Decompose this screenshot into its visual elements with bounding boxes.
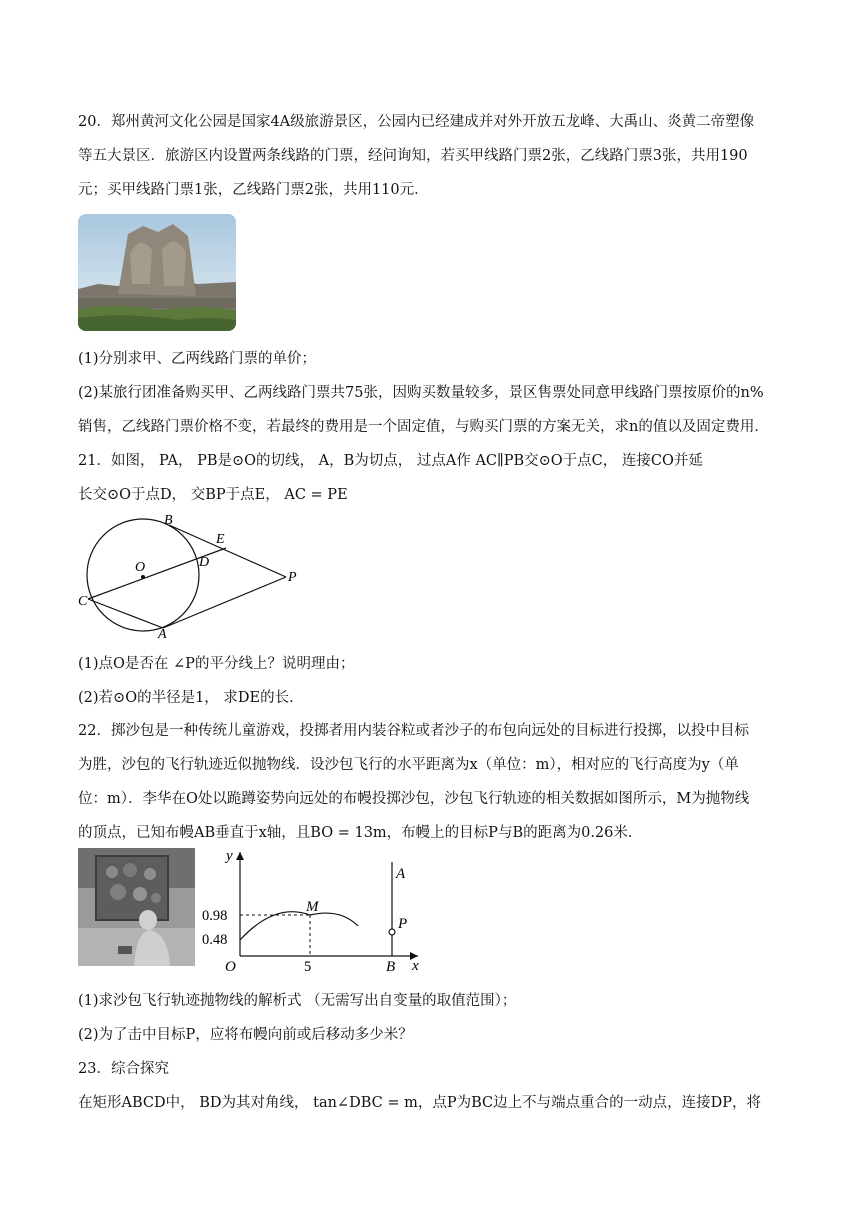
y-tick-low: 0.48 [202, 932, 228, 948]
q20-line-2: 等五大景区．旅游区内设置两条线路的门票，经问询知，若买甲线路门票2张，乙线路门票3张，共用190 [78, 148, 748, 164]
label-P: P [398, 916, 408, 932]
y-tick-high: 0.98 [202, 908, 228, 924]
q21-sub-1: (1)点O是否在 ∠P的平分线上？说明理由； [78, 656, 355, 672]
x-tick-5: 5 [304, 959, 312, 974]
circle-tangent-figure [78, 510, 308, 640]
statue-photo [78, 214, 236, 331]
label-E: E [216, 532, 225, 547]
label-A: A [396, 866, 406, 882]
label-A: A [158, 627, 167, 640]
q22-line-2: 为胜，沙包的飞行轨迹近似抛物线．设沙包飞行的水平距离为x（单位：m），相对应的飞行高度为y（单 [78, 757, 739, 773]
q20-line-1: 20．郑州黄河文化公园是国家4A级旅游景区，公园内已经建成并对外开放五龙峰、大禹山、炎黄二帝塑像 [78, 114, 755, 130]
q20-sub-2a: (2)某旅行团准备购买甲、乙两线路门票共75张，因购买数量较多，景区售票处同意甲线路门票按原价的n% [78, 385, 764, 401]
q23-line-1: 在矩形ABCD中， BD为其对角线， tan∠DBC = m，点P为BC边上不与端点重合的一动点，连接DP，将 [78, 1095, 761, 1111]
q21-line-1: 21．如图， PA， PB是⊙O的切线， A，B为切点， 过点A作 AC∥PB交⊙O于点C， 连接CO并延 [78, 453, 703, 469]
sandbag-photo [78, 848, 195, 966]
x-axis-label: x [412, 958, 419, 974]
label-O: O [135, 560, 146, 575]
parabola-graph [200, 844, 430, 974]
q22-line-4: 的顶点，已知布幔AB垂直于x轴，且BO = 13m，布幔上的目标P与B的距离为0.26米． [78, 825, 643, 841]
origin-label: O [225, 959, 236, 974]
q22-line-3: 位：m）．李华在O处以跪蹲姿势向远处的布幔投掷沙包，沙包飞行轨迹的相关数据如图所示，M为抛物线 [78, 791, 750, 807]
q22-sub-1: (1)求沙包飞行轨迹抛物线的解析式 （无需写出自变量的取值范围）； [78, 993, 517, 1009]
label-B: B [164, 513, 173, 528]
q21-sub-2: (2)若⊙O的半径是1， 求DE的长． [78, 690, 304, 706]
q22-line-1: 22．掷沙包是一种传统儿童游戏，投掷者用内装谷粒或者沙子的布包向远处的目标进行投掷，以投中目标 [78, 723, 749, 739]
q22-sub-2: (2)为了击中目标P，应将布幔向前或后移动多少米？ [78, 1027, 413, 1043]
q20-sub-1: (1)分别求甲、乙两线路门票的单价； [78, 351, 317, 367]
label-D: D [199, 555, 210, 570]
q20-sub-2b: 销售，乙线路门票价格不变，若最终的费用是一个固定值，与购买门票的方案无关，求n的值以及固定费用． [78, 419, 769, 435]
vertex-label-M: M [306, 899, 319, 915]
q21-line-2: 长交⊙O于点D， 交BP于点E， AC = PE [78, 487, 348, 503]
label-B: B [386, 959, 396, 974]
q23-title: 23．综合探究 [78, 1061, 169, 1077]
y-axis-label: y [226, 848, 233, 864]
label-P: P [288, 570, 297, 585]
label-C: C [78, 594, 88, 609]
q20-line-3: 元；买甲线路门票1张，乙线路门票2张，共用110元． [78, 182, 429, 198]
